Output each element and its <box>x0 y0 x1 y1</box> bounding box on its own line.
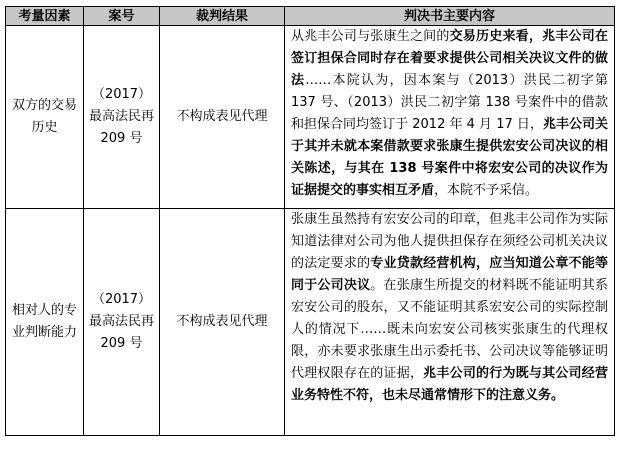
content-segment: 张康生虽然持有宏安公司的印章，但兆丰公司作为实际知道法律对公司为他人提供担保存在须经公司机关决议的法定要求的 <box>291 212 608 271</box>
factor-cell: 双方的交易历史 <box>6 26 84 209</box>
content-segment: ，本院不予采信。 <box>434 183 539 198</box>
content-cell <box>285 26 615 209</box>
table-row <box>6 209 615 436</box>
header-factor: 考量因素 <box>6 7 84 26</box>
content-segment-bold: 兆丰公司关于其并未就本案借款要求张康生提供宏安公司决议的相关陈述，与其在 138 号案件中将宏安公司的决议作为证据提交的事实相互矛盾 <box>291 117 608 198</box>
content-segment-bold: 专业贷款经营机构，应当知道公章不能等同于公司决议 <box>291 256 608 293</box>
table-row <box>6 26 615 209</box>
header-row <box>6 7 615 26</box>
content-segment: ……本院认为，因本案与（2013）洪民二初字第 137 号、（2013）洪民二初字第 138 号案件中的借款和担保合同均签订于 2012 年 4 月 17 日， <box>291 73 608 132</box>
result-cell: 不构成表见代理 <box>160 26 285 209</box>
content-segment-bold: 。 <box>551 388 565 403</box>
case-no-cell: （2017）最高法民再 209 号 <box>84 209 160 436</box>
factor-cell: 相对人的专业判断能力 <box>6 209 84 436</box>
content-segment: 。在张康生所提交的材料既不能证明其系宏安公司的股东，又不能证明其系宏安公司的实际控制人的情况下……既未向宏安公司核实张康生的代理权限，亦未要求张康生出示委托书、公司决议等能够证明代理权限存在的证据， <box>291 278 608 381</box>
content-segment-bold: 交易历史来看，兆丰公司在签订担保合同时存在着要求提供公司相关决议文件的做法 <box>291 29 608 88</box>
header-case-no: 案号 <box>84 7 160 26</box>
header-content: 判决书主要内容 <box>285 7 615 26</box>
result-cell: 不构成表见代理 <box>160 209 285 436</box>
content-cell <box>285 209 615 436</box>
content-segment: 从兆丰公司与张康生之间的 <box>291 29 450 44</box>
case-no-cell: （2017）最高法民再 209 号 <box>84 26 160 209</box>
case-table <box>5 6 615 436</box>
content-segment-bold: 兆丰公司的行为既与其公司经营业务特性不符，也未尽通常情形下的注意义务 <box>291 366 608 403</box>
header-result: 裁判结果 <box>160 7 285 26</box>
